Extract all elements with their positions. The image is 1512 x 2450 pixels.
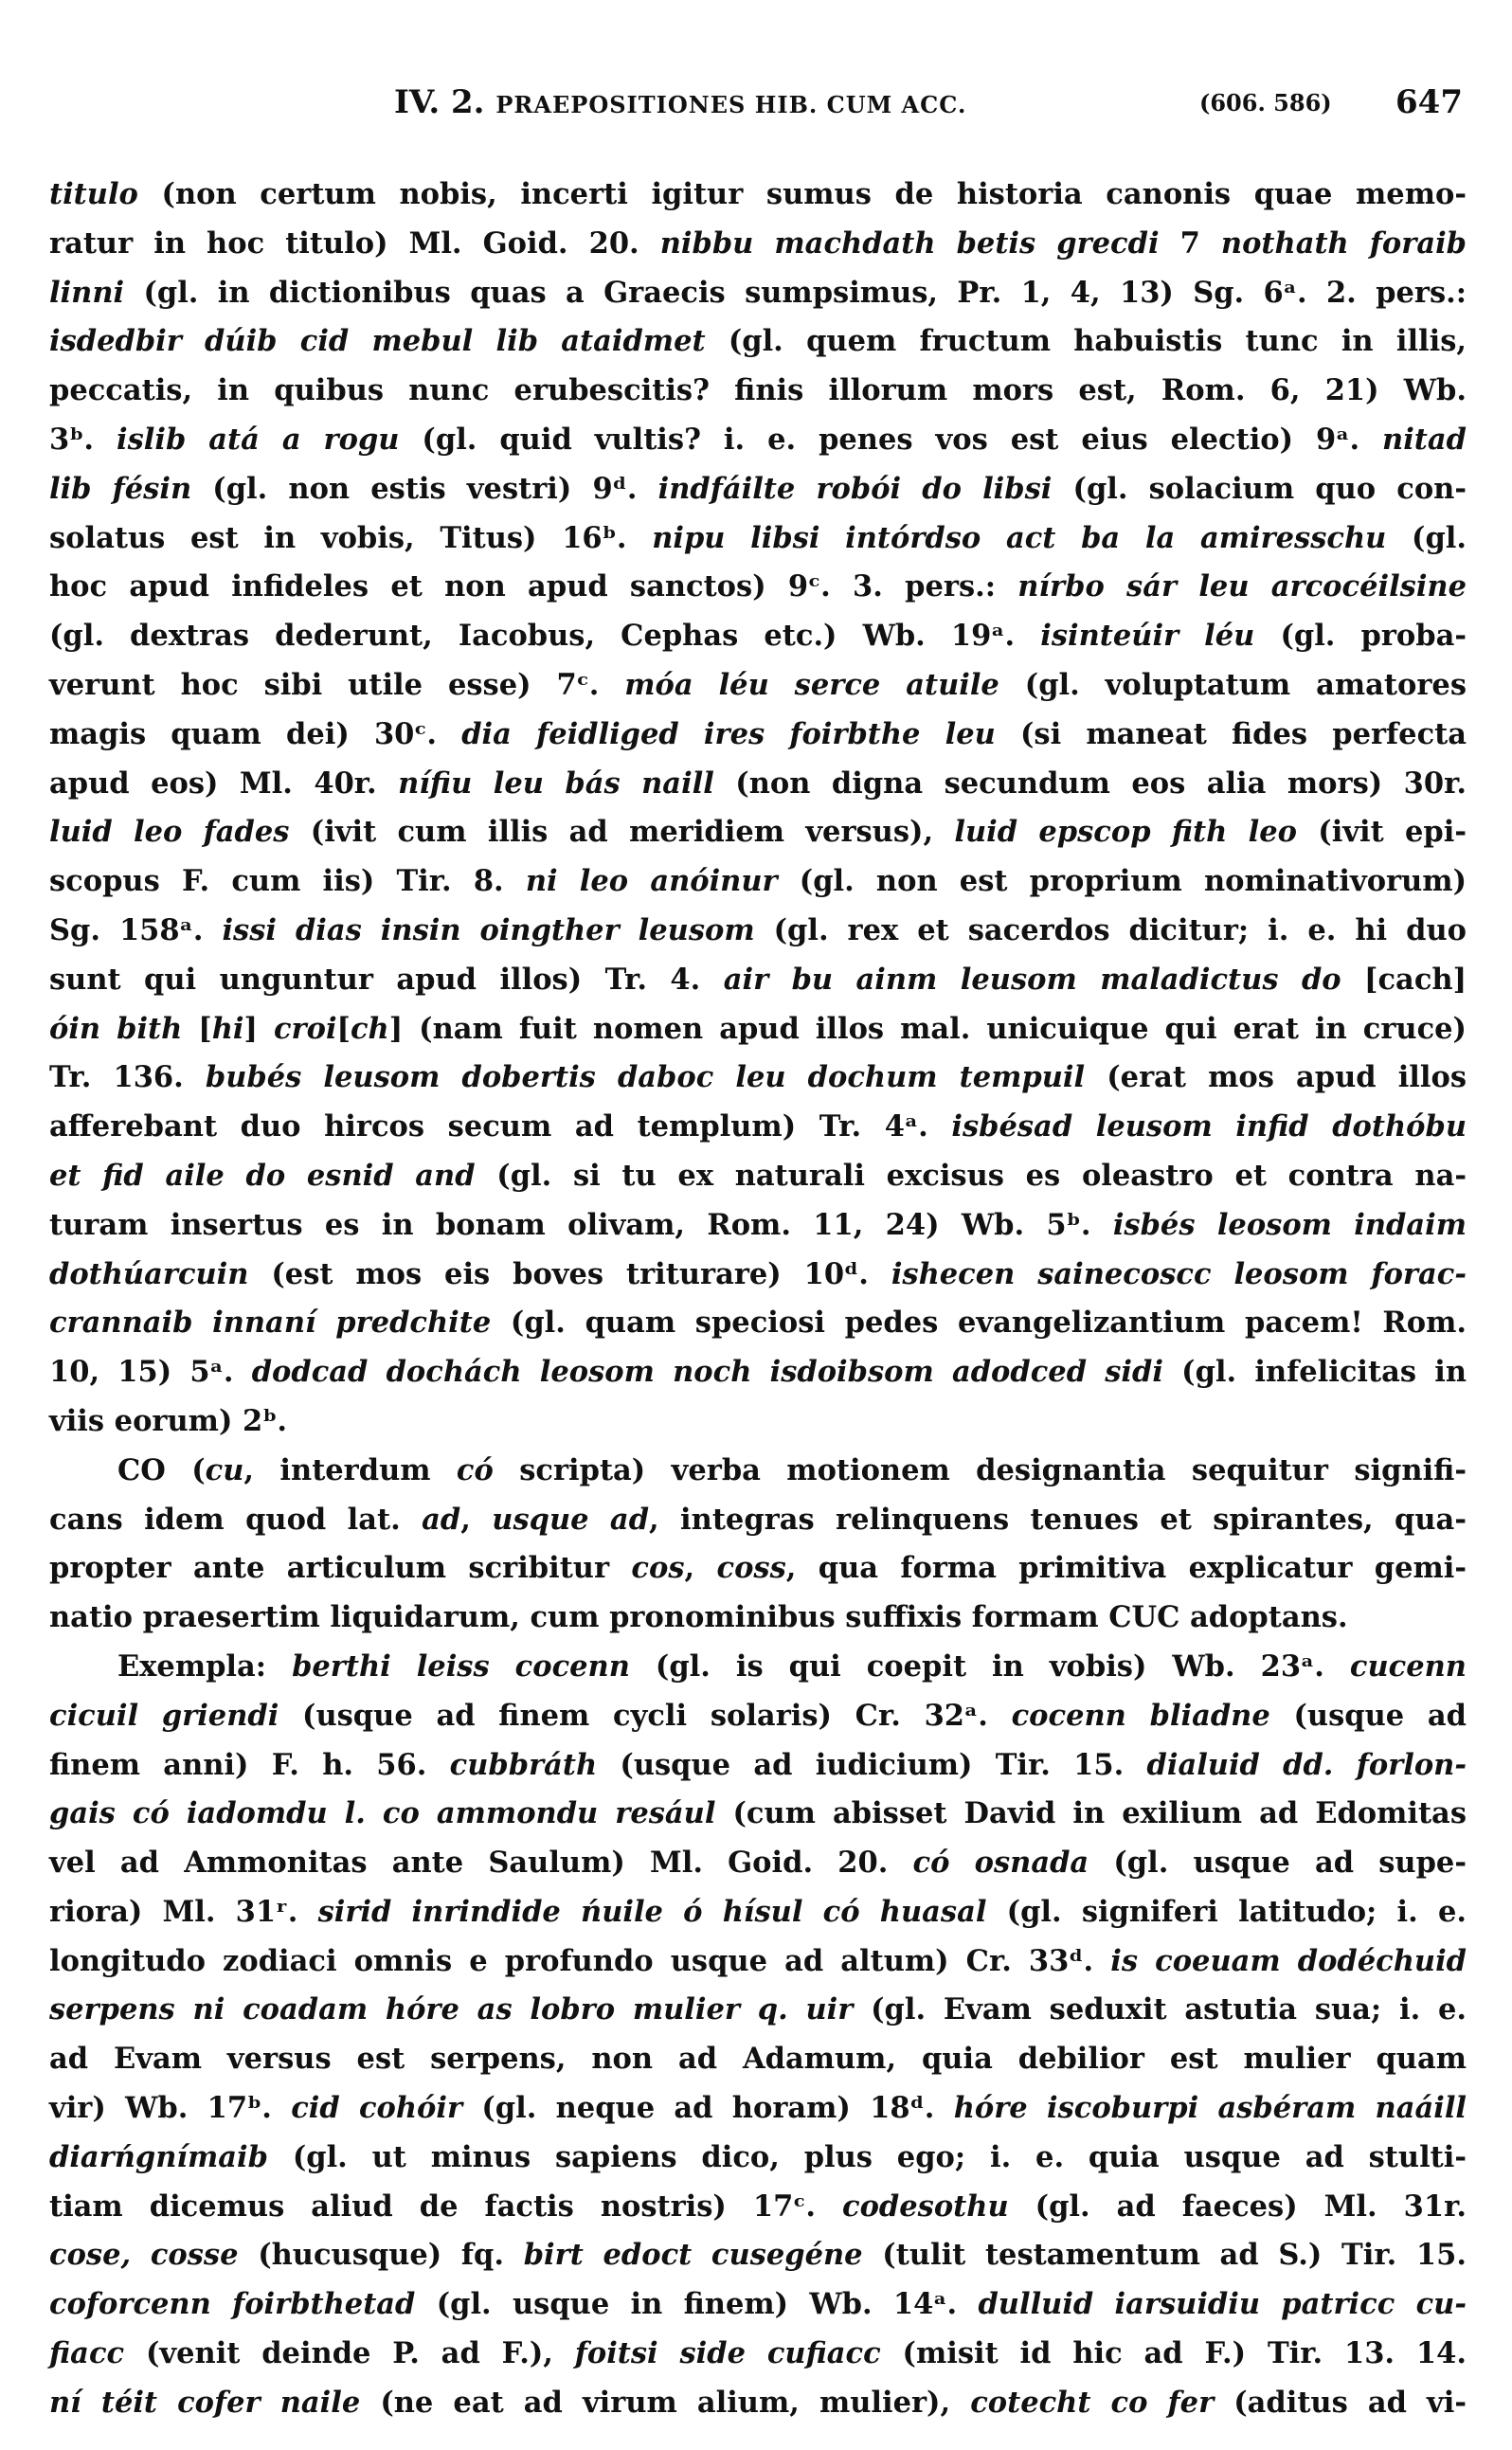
irish-text: cid cohóir [291, 2091, 463, 2126]
irish-text: air bu ainm leusom maladictus do [723, 962, 1341, 997]
latin-text: (non certum nobis, incerti igitur sumus de historia canonis quae memo- [137, 177, 1467, 211]
irish-text: cocenn bliadne [1011, 1698, 1270, 1733]
latin-text: (gl. quem fructum habuistis tunc in illis, [705, 324, 1467, 359]
irish-text: có [456, 1452, 494, 1487]
irish-text: dothúarcuin [49, 1256, 249, 1291]
latin-text: (ivit epi- [1296, 815, 1467, 850]
latin-text: (gl. dextras dederunt, Iacobus, Cephas etc.) Wb. 19ᵃ. [49, 619, 1041, 654]
irish-text: islib atá a rogu [117, 422, 400, 457]
latin-text: scopus F. cum iis) Tir. 8. [49, 864, 526, 899]
irish-text: ch [350, 1011, 389, 1046]
irish-text: linni [49, 275, 125, 310]
latin-text: turam insertus es in bonam olivam, Rom. 11, 24) Wb. 5ᵇ. [49, 1207, 1113, 1242]
latin-text: [cach] [1341, 962, 1467, 997]
header-reference: (606. 586) [1199, 89, 1332, 117]
latin-text: scripta) verba motionem designantia sequitur signifi- [493, 1452, 1467, 1487]
irish-text: cu [205, 1452, 244, 1487]
latin-text: (gl. si tu ex naturali excisus es oleastro et contra na- [475, 1158, 1467, 1193]
latin-text: (gl. proba- [1254, 619, 1467, 654]
text-line [49, 2330, 1467, 2379]
latin-text: viis eorum) 2ᵇ. [49, 1403, 288, 1438]
latin-text: [ [336, 1011, 351, 1046]
text-line [49, 1447, 1467, 1496]
irish-text: cucenn [1349, 1648, 1467, 1684]
latin-text: Tr. 136. [49, 1060, 206, 1095]
text-line [49, 1839, 1467, 1888]
latin-text: propter ante articulum scribitur [49, 1551, 632, 1586]
latin-text: (usque ad finem cycli solaris) Cr. 32ᵃ. [279, 1698, 1012, 1733]
text-line [49, 857, 1467, 907]
irish-text: ad [422, 1502, 461, 1537]
text-line [49, 907, 1467, 956]
text-line [49, 1692, 1467, 1741]
latin-text: (est mos eis boves triturare) 10ᵈ. [248, 1256, 891, 1291]
latin-text: (gl. quid vultis? i. e. penes vos est eius electio) 9ᵃ. [399, 422, 1383, 457]
irish-text: serpens ni coadam hóre as lobro mulier q. uir [49, 1992, 854, 2027]
latin-text: ratur in hoc titulo) Ml. Goid. 20. [49, 225, 660, 261]
irish-text: indfáilte robói do libsi [657, 471, 1053, 506]
latin-text: magis quam dei) 30ᶜ. [49, 716, 462, 751]
body-text [49, 171, 1467, 2428]
irish-text: et fid aile do esnid and [49, 1158, 476, 1193]
text-line [49, 1103, 1467, 1152]
text-line [49, 956, 1467, 1005]
latin-text: (gl. signiferi latitudo; i. e. [986, 1894, 1467, 1929]
latin-text: (gl. voluptatum amatores [999, 667, 1467, 702]
irish-text: dialuid dd. forlon- [1146, 1747, 1467, 1782]
latin-text: (misit id hic ad F.) Tir. 13. 14. [880, 2336, 1467, 2371]
irish-text: nipu libsi intórdso act ba la amiresschu [652, 520, 1387, 555]
latin-text: vel ad Ammonitas ante Saulum) Ml. Goid. 20. [49, 1846, 913, 1881]
latin-text: (erat mos apud illos [1085, 1060, 1467, 1095]
text-line [49, 1496, 1467, 1545]
latin-text: (gl. Evam seduxit astutia sua; i. e. [853, 1992, 1467, 2027]
text-line [49, 465, 1467, 514]
irish-text: nothath foraib [1220, 225, 1467, 261]
irish-text: dia feidliged ires foirbthe leu [461, 716, 996, 751]
text-line [49, 1054, 1467, 1103]
latin-text: (gl. ad faeces) Ml. 31r. [1008, 2189, 1467, 2224]
latin-text: (si maneat fides perfecta [995, 716, 1467, 751]
latin-text: vir) Wb. 17ᵇ. [49, 2091, 292, 2126]
irish-text: dulluid iarsuidiu patricc cu- [978, 2287, 1467, 2322]
text-line [49, 367, 1467, 416]
latin-text: (usque ad [1269, 1698, 1467, 1733]
latin-text: , [460, 1502, 493, 1537]
text-line [49, 711, 1467, 760]
irish-text: usque ad [492, 1502, 650, 1537]
irish-text: luid leo fades [49, 815, 290, 850]
latin-text: (ne eat ad virum alium, mulier), [360, 2385, 971, 2420]
irish-text: lib fésin [49, 471, 192, 506]
irish-text: isdedbir dúib cid mebul lib ataidmet [49, 324, 706, 359]
latin-text: (gl. in dictionibus quas a Graecis sumpsimus, Pr. 1, 4, 13) Sg. 6ᵃ. 2. pers.: [124, 275, 1467, 310]
latin-text: (gl. infelicitas in [1162, 1355, 1467, 1390]
latin-text: (gl. solacium quo con- [1052, 471, 1467, 506]
text-line [49, 171, 1467, 220]
irish-text: ni leo anóinur [525, 864, 778, 899]
irish-text: ishecen sainecoscc leosom forac- [891, 1256, 1467, 1291]
text-line [49, 220, 1467, 269]
irish-text: gais có iadomdu l. co ammondu resául [49, 1796, 716, 1831]
irish-text: croi [273, 1011, 337, 1046]
text-line [49, 416, 1467, 465]
irish-text: is coeuam dodéchuid [1110, 1943, 1467, 1978]
text-line [49, 612, 1467, 661]
irish-text: codesothu [842, 2189, 1009, 2224]
latin-text: riora) Ml. 31ʳ. [49, 1894, 318, 1929]
irish-text: crannaib innaní predchite [49, 1306, 492, 1341]
latin-text: (usque ad iudicium) Tir. 15. [597, 1747, 1147, 1782]
text-line [49, 661, 1467, 711]
text-line [49, 1643, 1467, 1692]
latin-text: ] (nam fuit nomen apud illos mal. unicuique qui erat in cruce) [388, 1011, 1467, 1046]
text-line [49, 1594, 1467, 1643]
latin-text: (gl. neque ad horam) 18ᵈ. [462, 2091, 954, 2126]
text-line [49, 1005, 1467, 1054]
irish-text: issi dias insin oingther leusom [222, 912, 755, 947]
irish-text: có osnada [912, 1846, 1089, 1881]
latin-text: , interdum [243, 1452, 457, 1487]
irish-text: nibbu machdath betis grecdi [659, 225, 1160, 261]
latin-text: , qua forma primitiva explicatur gemi- [785, 1551, 1467, 1586]
text-line [49, 760, 1467, 809]
latin-text: CO ( [117, 1452, 206, 1487]
irish-text: coss [716, 1551, 786, 1586]
irish-text: dodcad dochách leosom noch isdoibsom adodced sidi [251, 1355, 1163, 1390]
irish-text: nírbo sár leu arcocéilsine [1017, 569, 1467, 604]
latin-text: (hucusque) fq. [238, 2238, 524, 2273]
irish-text: cubbráth [449, 1747, 598, 1782]
latin-text: (non digna secundum eos alia mors) 30r. [713, 766, 1467, 801]
irish-text: cos [631, 1551, 685, 1586]
text-line [49, 1251, 1467, 1300]
latin-text: (venit deinde P. ad F.), [124, 2336, 575, 2371]
latin-text: (gl. ut minus sapiens dico, plus ego; i. e. quia usque ad stulti- [267, 2139, 1467, 2174]
text-line [49, 1888, 1467, 1937]
text-line [49, 563, 1467, 612]
latin-text: (aditus ad vi- [1214, 2385, 1467, 2420]
header-part: IV. 2. [394, 83, 485, 121]
latin-text: ad Evam versus est serpens, non ad Adamum, quia debilior est mulier quam [49, 2042, 1467, 2077]
text-line [49, 2280, 1467, 2330]
latin-text: tiam dicemus aliud de factis nostris) 17ᶜ. [49, 2189, 843, 2224]
text-line [49, 269, 1467, 318]
latin-text: hoc apud infideles et non apud sanctos) 9ᶜ. 3. pers.: [49, 569, 1018, 604]
latin-text: ] [243, 1011, 274, 1046]
latin-text: (gl. quam speciosi pedes evangelizantium pacem! Rom. [491, 1306, 1467, 1341]
latin-text: sunt qui unguntur apud illos) Tr. 4. [49, 962, 724, 997]
text-line [49, 1937, 1467, 1987]
latin-text: Sg. 158ᵃ. [49, 912, 223, 947]
latin-text: , integras relinquens tenues et spirantes, qua- [649, 1502, 1467, 1537]
latin-text: solatus est in vobis, Titus) 16ᵇ. [49, 520, 653, 555]
irish-text: luid epscop fith leo [954, 815, 1297, 850]
latin-text: verunt hoc sibi utile esse) 7ᶜ. [49, 667, 625, 702]
irish-text: sirid inrindide ńuile ó hísul có huasal [317, 1894, 987, 1929]
latin-text: (gl. usque in finem) Wb. 14ᵃ. [415, 2287, 979, 2322]
irish-text: foitsi side cufiacc [574, 2336, 881, 2371]
header-title: PRAEPOSITIONES HIB. CUM ACC. [495, 91, 967, 118]
text-line [49, 2379, 1467, 2428]
text-line [49, 1348, 1467, 1397]
running-header [45, 83, 1467, 140]
latin-text: [ [182, 1011, 212, 1046]
irish-text: cicuil griendi [49, 1698, 279, 1733]
irish-text: bubés leusom dobertis daboc leu dochum tempuil [205, 1060, 1086, 1095]
irish-text: nífiu leu bás naill [398, 766, 714, 801]
latin-text: (gl. is qui coepit in vobis) Wb. 23ᵃ. [629, 1648, 1350, 1684]
latin-text: 10, 15) 5ᵃ. [49, 1355, 252, 1390]
latin-text: natio praesertim liquidarum, cum pronominibus suffixis formam CUC adoptans. [49, 1600, 1348, 1635]
irish-text: isinteúir léu [1040, 619, 1255, 654]
text-line [49, 1397, 1467, 1447]
irish-text: óin bith [49, 1011, 183, 1046]
latin-text: (tulit testamentum ad S.) Tir. 15. [862, 2238, 1467, 2273]
latin-text: , [684, 1551, 717, 1586]
irish-text: nitad [1382, 422, 1467, 457]
irish-text: hóre iscoburpi asbéram naáill [953, 2091, 1467, 2126]
latin-text: (gl. non est proprium nominativorum) [777, 864, 1467, 899]
text-line [49, 2035, 1467, 2084]
page-number: 647 [1395, 83, 1463, 121]
latin-text: 7 [1159, 225, 1221, 261]
latin-text: (gl. usque ad supe- [1089, 1846, 1467, 1881]
irish-text: cose, cosse [49, 2238, 239, 2273]
latin-text: (cum abisset David in exilium ad Edomitas [715, 1796, 1467, 1831]
latin-text: Exempla: [117, 1648, 293, 1684]
latin-text: afferebant duo hircos secum ad templum) Tr. 4ᵃ. [49, 1109, 952, 1144]
text-line [49, 1544, 1467, 1594]
text-line [49, 1201, 1467, 1251]
text-line [49, 808, 1467, 857]
text-line [49, 1790, 1467, 1839]
latin-text: peccatis, in quibus nunc erubescitis? finis illorum mors est, Rom. 6, 21) Wb. [49, 373, 1467, 408]
text-line [49, 514, 1467, 564]
text-line [49, 2134, 1467, 2183]
irish-text: diarńgnímaib [49, 2139, 268, 2174]
irish-text: birt edoct cusegéne [523, 2238, 863, 2273]
irish-text: berthi leiss cocenn [292, 1648, 630, 1684]
latin-text: (gl. [1386, 520, 1467, 555]
irish-text: titulo [49, 177, 138, 211]
text-line [49, 1741, 1467, 1791]
text-line [49, 2231, 1467, 2280]
irish-text: isbés leosom indaim [1112, 1207, 1467, 1242]
latin-text: longitudo zodiaci omnis e profundo usque ad altum) Cr. 33ᵈ. [49, 1943, 1111, 1978]
latin-text: (ivit cum illis ad meridiem versus), [289, 815, 955, 850]
text-line [49, 317, 1467, 367]
latin-text: (gl. non estis vestri) 9ᵈ. [191, 471, 658, 506]
latin-text: finem anni) F. h. 56. [49, 1747, 450, 1782]
irish-text: ní téit cofer naile [49, 2385, 361, 2420]
text-line [49, 1152, 1467, 1201]
irish-text: coforcenn foirbthetad [49, 2287, 416, 2322]
latin-text: apud eos) Ml. 40r. [49, 766, 399, 801]
latin-text: cans idem quod lat. [49, 1502, 423, 1537]
irish-text: móa léu serce atuile [624, 667, 999, 702]
latin-text: (gl. rex et sacerdos dicitur; i. e. hi duo [754, 912, 1467, 947]
irish-text: fiacc [49, 2336, 125, 2371]
header-section [394, 83, 966, 121]
text-line [49, 1986, 1467, 2035]
irish-text: cotecht co fer [970, 2385, 1215, 2420]
latin-text: 3ᵇ. [49, 422, 117, 457]
text-line [49, 2084, 1467, 2134]
text-line [49, 2183, 1467, 2232]
irish-text: hi [211, 1011, 244, 1046]
irish-text: isbésad leusom infid dothóbu [951, 1109, 1467, 1144]
text-line [49, 1299, 1467, 1348]
